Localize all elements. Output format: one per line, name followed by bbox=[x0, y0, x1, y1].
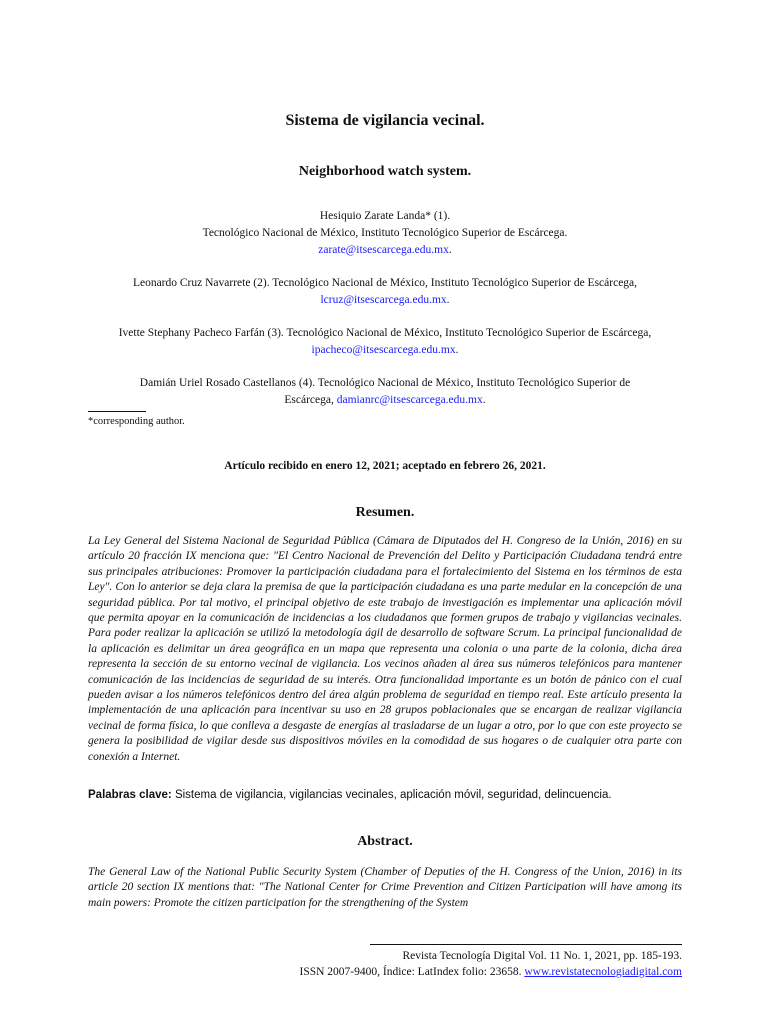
footer-journal-info: Revista Tecnología Digital Vol. 11 No. 1, 2021, pp. 185-193. bbox=[402, 950, 682, 962]
punctuation: . bbox=[482, 394, 486, 406]
resumen-heading: Resumen. bbox=[355, 505, 415, 520]
footer-issn: ISSN 2007-9400, Índice: LatIndex folio: 23658. bbox=[299, 966, 525, 978]
journal-website-link[interactable]: www.revistatecnologiadigital.com bbox=[524, 966, 682, 978]
author-email-link[interactable]: damianrc@itsescarcega.edu.mx bbox=[336, 394, 483, 406]
author-name-line: Ivette Stephany Pacheco Farfán (3). Tecnológico Nacional de México, Instituto Tecnológico Superior de Escárcega, bbox=[118, 327, 652, 339]
author-name-line: Damián Uriel Rosado Castellanos (4). Tecnológico Nacional de México, Instituto Tecnológico Superior de bbox=[139, 377, 631, 389]
author-entry bbox=[88, 375, 682, 409]
received-dates: Artículo recibido en enero 12, 2021; aceptado en febrero 26, 2021. bbox=[224, 460, 546, 472]
author-affiliation: Escárcega, bbox=[284, 394, 337, 406]
author-list bbox=[88, 208, 682, 425]
author-email-link[interactable]: zarate@itsescarcega.edu.mx bbox=[318, 244, 449, 256]
author-email-link[interactable]: lcruz@itsescarcega.edu.mx bbox=[320, 294, 447, 306]
keywords bbox=[88, 789, 682, 801]
author-email-link[interactable]: ipacheco@itsescarcega.edu.mx bbox=[311, 344, 456, 356]
abstract-heading: Abstract. bbox=[357, 834, 413, 849]
author-entry bbox=[88, 208, 682, 259]
punctuation: . bbox=[446, 294, 450, 306]
corresponding-author-footnote: *corresponding author. bbox=[88, 416, 185, 427]
punctuation: . bbox=[455, 344, 459, 356]
author-entry bbox=[88, 275, 682, 309]
author-affiliation: Tecnológico Nacional de México, Instituto Tecnológico Superior de Escárcega. bbox=[202, 227, 568, 239]
footer-divider bbox=[370, 944, 682, 945]
author-name-line: Leonardo Cruz Navarrete (2). Tecnológico Nacional de México, Instituto Tecnológico Superior de Escárcega, bbox=[132, 277, 638, 289]
keywords-text: Sistema de vigilancia, vigilancias vecinales, aplicación móvil, seguridad, delincuencia. bbox=[171, 789, 612, 801]
author-entry bbox=[88, 325, 682, 359]
footnote-divider bbox=[88, 411, 146, 412]
resumen-text: La Ley General del Sistema Nacional de Seguridad Pública (Cámara de Diputados del H. Congreso de la Unión, 2016) en su artículo 20 fracción IX menciona que: "El Centro Nacional de Prevención del Delito y Participación Ciudadana tendrá entre sus principales atribuciones: Promover la participación ciudadana para el fortalecimiento del Sistema en los términos de esta Ley". Con lo anterior se deja clara la premisa de que la participación ciudadana es una parte medular en la concepción de una seguridad pública. Por tal motivo, el principal objetivo de este trabajo de investigación es implementar una aplicación móvil que permita apoyar en la comunicación de incidencias a los ciudadanos que formen grupos de trabajo y vigilancias vecinales. Para poder realizar la aplicación se utilizó la metodología ágil de desarrollo de software Scrum. La principal funcionalidad de la aplicación es delimitar un área geográfica en un mapa que representa una colonia o una parte de la colonia, dicha área representa la sección de su entorno vecinal de vigilancia. Los vecinos añaden al área sus números telefónicos para mantener comunicación de las incidencias de seguridad de su interés. Otra funcionalidad importante es un botón de pánico con el cual pueden avisar a los números telefónicos dentro del área algún problema de seguridad en tiempo real. Este artículo presenta la implementación de una aplicación para incentivar su uso en 28 grupos poblacionales que se encargan de realizar vigilancia vecinal de forma física, lo que conlleva a desgaste de energías al trasladarse de un lugar a otro, por lo que con este proyecto se genera la posibilidad de vigilar desde sus dispositivos móviles en la comodidad de sus hogares o de cualquier otra parte con conexión a Internet. bbox=[88, 535, 682, 763]
paper-subtitle: Neighborhood watch system. bbox=[298, 164, 472, 179]
punctuation: . bbox=[448, 244, 452, 256]
abstract-text: The General Law of the National Public Security System (Chamber of Deputies of the H. Congress of the Union, 2016) in its article 20 section IX mentions that: "The National Center for Crime Prevention and Citizen Participation will have among its main powers: Promote the citizen participation for the strengthening of the System bbox=[88, 866, 682, 909]
paper-title: Sistema de vigilancia vecinal. bbox=[285, 112, 485, 129]
author-name-line: Hesiquio Zarate Landa* (1). bbox=[319, 210, 451, 222]
page-footer bbox=[88, 948, 682, 980]
keywords-label: Palabras clave: bbox=[88, 789, 172, 801]
